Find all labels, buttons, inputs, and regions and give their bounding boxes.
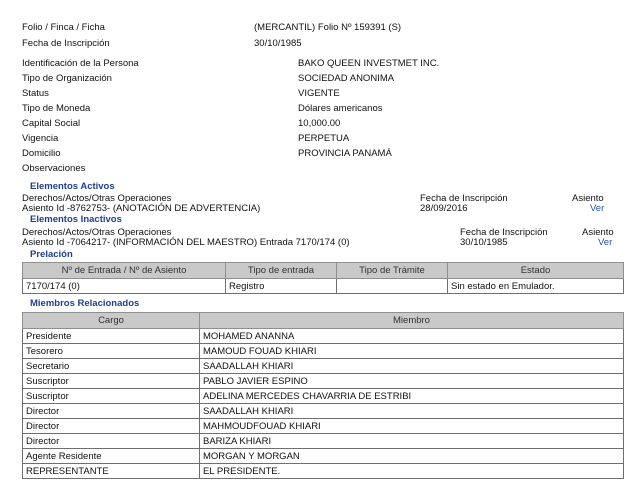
miembros-header-cargo: Cargo [23, 313, 200, 329]
cargo-cell: Presidente [23, 329, 200, 344]
table-row [23, 404, 624, 419]
activos-col2: Fecha de Inscripción [420, 193, 508, 204]
cargo-cell: REPRESENTANTE [23, 464, 200, 479]
detail-value: SOCIEDAD ANONIMA [298, 73, 395, 84]
miembros-title: Miembros Relacionados [30, 298, 140, 309]
cargo-cell: Director [23, 434, 200, 449]
table-row [23, 389, 624, 404]
folio-value: (MERCANTIL) Folio Nº 159391 (S) [254, 22, 402, 33]
detail-value: PROVINCIA PANAMÁ [298, 148, 392, 159]
prelacion-cell-estado: Sin estado en Emulador. [448, 279, 624, 294]
fecha-label: Fecha de Inscripción [22, 38, 110, 49]
miembro-cell: PABLO JAVIER ESPINO [200, 374, 624, 389]
activos-item: Asiento Id -8762753- (ANOTACIÓN DE ADVERTENCIA) [22, 203, 261, 214]
detail-label: Capital Social [22, 118, 81, 129]
miembro-cell: SAADALLAH KHIARI [200, 404, 624, 419]
prelacion-cell-tipo-tramite [337, 279, 448, 294]
prelacion-cell-entrada: 7170/174 (0) [23, 279, 226, 294]
inactivos-col3: Asiento [582, 227, 614, 238]
activos-ver-link[interactable]: Ver [590, 203, 605, 214]
table-row [23, 449, 624, 464]
cargo-cell: Tesorero [23, 344, 200, 359]
prelacion-cell-tipo-entrada: Registro [226, 279, 337, 294]
table-row [23, 344, 624, 359]
detail-value: BAKO QUEEN INVESTMET INC. [298, 58, 440, 69]
prelacion-table [22, 262, 624, 294]
detail-value: PERPETUA [298, 133, 350, 144]
detail-label: Domicilio [22, 148, 61, 159]
detail-label: Vigencia [22, 133, 59, 144]
inactivos-ver-link[interactable]: Ver [598, 237, 613, 248]
table-row [23, 374, 624, 389]
cargo-cell: Director [23, 404, 200, 419]
miembros-header-miembro: Miembro [200, 313, 624, 329]
inactivos-title: Elementos Inactivos [30, 214, 122, 225]
detail-label: Status [22, 88, 49, 99]
detail-label: Identificación de la Persona [22, 58, 139, 69]
table-row [23, 329, 624, 344]
table-row [23, 279, 624, 294]
prelacion-header-estado: Estado [448, 263, 624, 279]
miembro-cell: ADELINA MERCEDES CHAVARRIA DE ESTRIBI [200, 389, 624, 404]
detail-value: Dólares americanos [298, 103, 383, 114]
inactivos-item: Asiento Id -7064217- (INFORMACIÓN DEL MAESTRO) Entrada 7170/174 (0) [22, 237, 350, 248]
cargo-cell: Suscriptor [23, 389, 200, 404]
activos-title: Elementos Activos [30, 181, 115, 192]
detail-value: 10,000.00 [298, 118, 341, 129]
prelacion-header-tipo-entrada: Tipo de entrada [226, 263, 337, 279]
miembro-cell: MAHMOUDFOUAD KHIARI [200, 419, 624, 434]
prelacion-header-entrada: Nº de Entrada / Nº de Asiento [23, 263, 226, 279]
miembros-header-row [23, 313, 624, 329]
inactivos-col1: Derechos/Actos/Otras Operaciones [22, 227, 172, 238]
table-row [23, 434, 624, 449]
miembro-cell: SAADALLAH KHIARI [200, 359, 624, 374]
cargo-cell: Agente Residente [23, 449, 200, 464]
miembro-cell: EL PRESIDENTE. [200, 464, 624, 479]
miembro-cell: MOHAMED ANANNA [200, 329, 624, 344]
cargo-cell: Secretario [23, 359, 200, 374]
activos-fecha: 28/09/2016 [420, 203, 468, 214]
folio-label: Folio / Finca / Ficha [22, 22, 105, 33]
prelacion-header-tipo-tramite: Tipo de Trámite [337, 263, 448, 279]
detail-label: Tipo de Moneda [22, 103, 91, 114]
cargo-cell: Suscriptor [23, 374, 200, 389]
miembros-table [22, 312, 624, 479]
miembro-cell: BARIZA KHIARI [200, 434, 624, 449]
activos-col1: Derechos/Actos/Otras Operaciones [22, 193, 172, 204]
inactivos-fecha: 30/10/1985 [460, 237, 508, 248]
table-row [23, 464, 624, 479]
miembro-cell: MAMOUD FOUAD KHIARI [200, 344, 624, 359]
table-row [23, 419, 624, 434]
cargo-cell: Director [23, 419, 200, 434]
table-row [23, 359, 624, 374]
detail-label: Tipo de Organización [22, 73, 112, 84]
fecha-value: 30/10/1985 [254, 38, 302, 49]
detail-value: VIGENTE [298, 88, 340, 99]
inactivos-col2: Fecha de Inscripción [460, 227, 548, 238]
activos-col3: Asiento [572, 193, 604, 204]
detail-label: Observaciones [22, 163, 86, 174]
prelacion-title: Prelación [30, 249, 73, 260]
miembro-cell: MORGAN Y MORGAN [200, 449, 624, 464]
prelacion-header-row [23, 263, 624, 279]
